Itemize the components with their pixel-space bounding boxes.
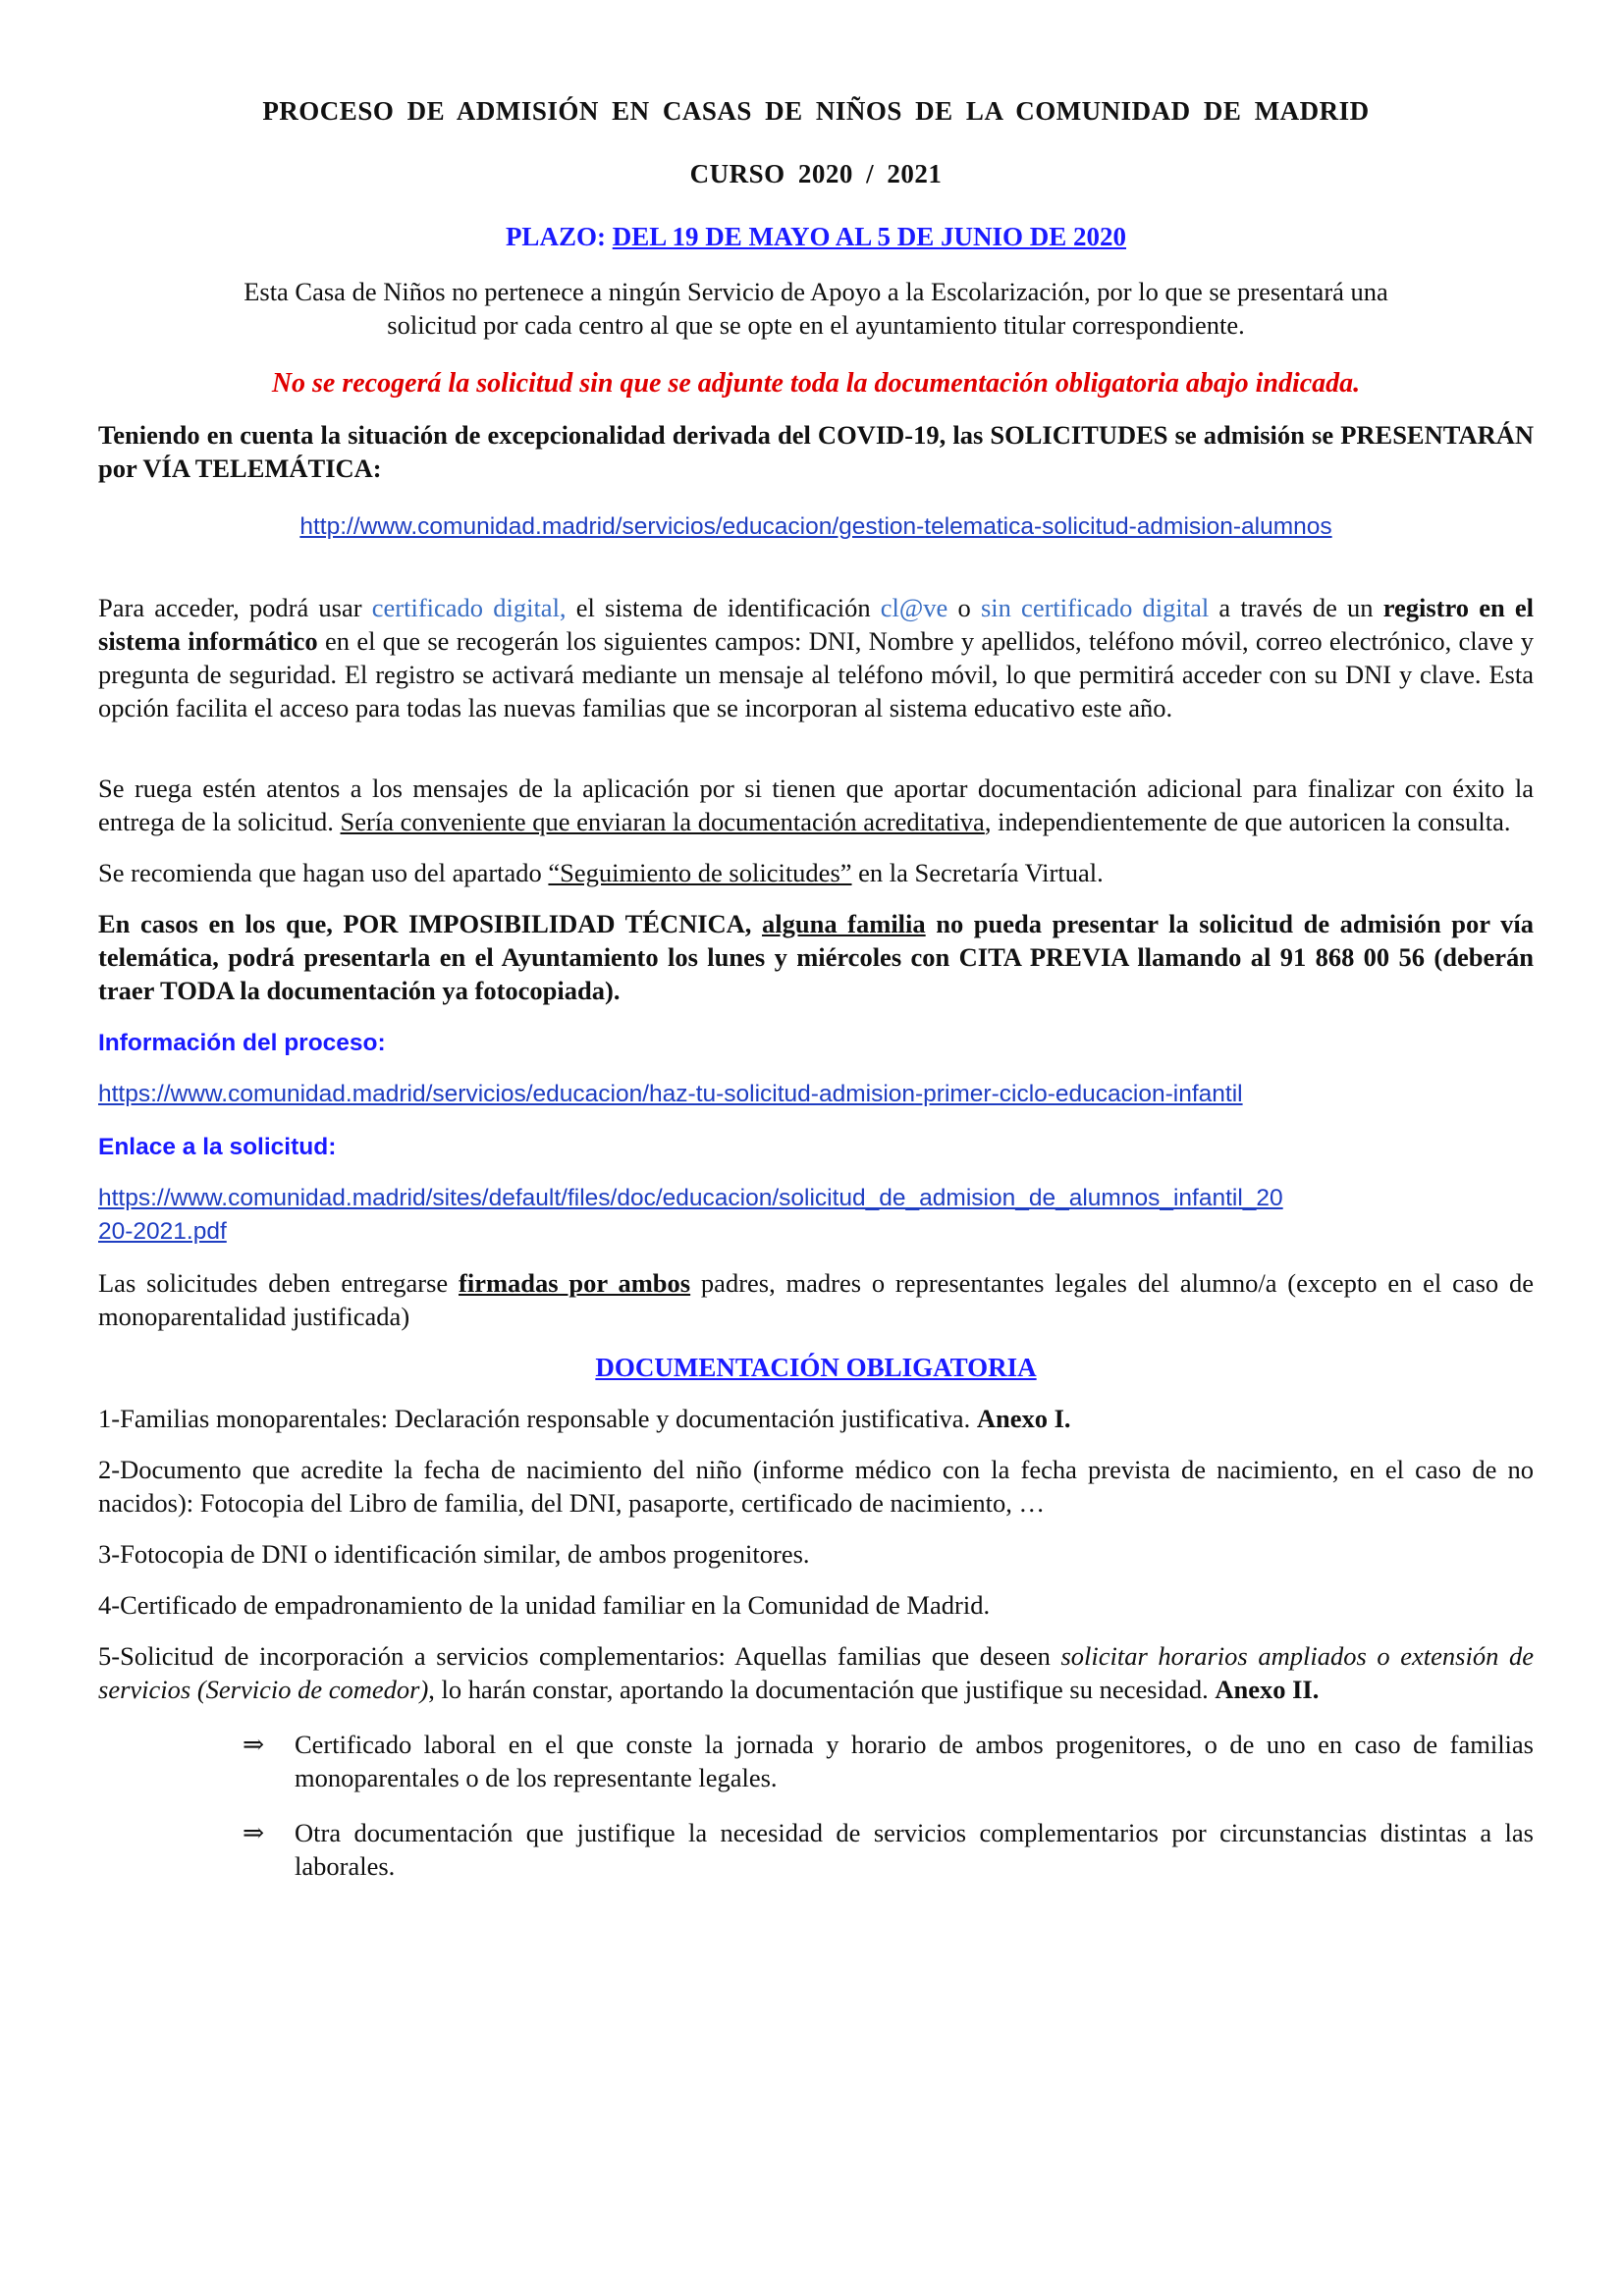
telematica-link-paragraph bbox=[98, 510, 1534, 544]
info-proceso-label: Información del proceso: bbox=[98, 1030, 386, 1056]
seguimiento-text-2: en la Secretaría Virtual. bbox=[851, 858, 1104, 887]
doc-item-5-text-1: 5-Solicitud de incorporación a servicios complementarios: Aquellas familias que deseen bbox=[98, 1641, 1061, 1671]
doc-item-2: 2-Documento que acredite la fecha de nacimiento del niño (informe médico con la fecha prevista de nacimiento, en el caso de no nacidos): Fotocopia del Libro de familia, del DNI, pasaporte, certificado de nacimiento, … bbox=[98, 1455, 1534, 1518]
sin-certificado-text: sin certificado digital bbox=[980, 593, 1210, 622]
title-line-1: PROCESO DE ADMISIÓN EN CASAS DE NIÑOS DE LA COMUNIDAD DE MADRID bbox=[262, 96, 1370, 126]
certificado-digital-text: certificado digital, bbox=[371, 593, 567, 622]
doc-item-5-italic: solicitar horarios ampliados o extensión de servicios (Servicio de comedor) bbox=[98, 1641, 1534, 1704]
ruega-underlined: Sería conveniente que enviaran la documentación acreditativa bbox=[340, 807, 985, 836]
firmadas-text-2: padres, madres o representantes legales del alumno/a (excepto en el caso de monoparentalidad justificada) bbox=[98, 1268, 1535, 1331]
imposibilidad-text-2: no pueda presentar la solicitud de admisión por vía telemática, podrá presentarla en el Ayuntamiento los lunes y miércoles con CITA PREVIA llamando al 91 868 00 56 (deberán traer TODA la documentación ya fotocopiada). bbox=[98, 909, 1535, 1005]
plazo-label: PLAZO: bbox=[505, 222, 613, 251]
acceso-paragraph bbox=[98, 591, 1534, 724]
seguimiento-text-1: Se recomienda que hagan uso del apartado bbox=[98, 858, 549, 887]
registro-text: registro en el sistema informático bbox=[98, 593, 1535, 656]
doc-sub-item-2 bbox=[98, 1816, 1534, 1883]
acceso-text-2: el sistema de identificación bbox=[566, 593, 881, 622]
doc-item-5-anexo: Anexo II. bbox=[1215, 1675, 1320, 1704]
title-line-2: CURSO 2020 / 2021 bbox=[689, 159, 943, 188]
doc-item-1-anexo: Anexo I. bbox=[976, 1404, 1071, 1433]
doc-item-1 bbox=[98, 1402, 1534, 1435]
intro-line-1: Esta Casa de Niños no pertenece a ningún Servicio de Apoyo a la Escolarización, por lo que se presentará una bbox=[243, 277, 1388, 306]
doc-item-3: 3-Fotocopia de DNI o identificación similar, de ambos progenitores. bbox=[98, 1539, 810, 1569]
ruega-text-1: Se ruega estén atentos a los mensajes de la aplicación por si tienen que aportar documentación adicional para finalizar con éxito la entrega de la solicitud. bbox=[98, 774, 1534, 836]
acceso-text-1: Para acceder, podrá usar bbox=[98, 593, 372, 622]
acceso-text-5: en el que se recogerán los siguientes campos: DNI, Nombre y apellidos, teléfono móvil, correo electrónico, clave y pregunta de seguridad. El registro se activará mediante un mensaje al teléfono móvil, lo que permitirá acceder con su DNI y clave. Esta opción facilita el acceso para todas las nuevas familias que se incorporan al sistema educativo este año. bbox=[98, 626, 1534, 722]
warning-text: No se recogerá la solicitud sin que se adjunte toda la documentación obligatoria abajo indicada. bbox=[271, 368, 1361, 399]
doc-sub-item-1 bbox=[98, 1728, 1534, 1794]
doc-sub-list bbox=[98, 1728, 1534, 1883]
info-proceso-link-paragraph bbox=[98, 1078, 1534, 1111]
enlace-solicitud-link-line-1[interactable]: https://www.comunidad.madrid/sites/default/files/doc/educacion/solicitud_de_admision_de_alumnos_infantil_20 bbox=[98, 1185, 1283, 1211]
arrow-right-icon: ⇒ bbox=[243, 1730, 265, 1759]
arrow-right-icon: ⇒ bbox=[243, 1818, 265, 1847]
doc-sub-item-2-text: Otra documentación que justifique la necesidad de servicios complementarios por circunstancias distintas a las laborales. bbox=[295, 1818, 1534, 1881]
documentacion-heading: DOCUMENTACIÓN OBLIGATORIA bbox=[595, 1353, 1037, 1382]
intro-line-2: solicitud por cada centro al que se opte en el ayuntamiento titular correspondiente. bbox=[387, 310, 1245, 340]
imposibilidad-underlined: alguna familia bbox=[762, 909, 926, 938]
info-proceso-link[interactable]: https://www.comunidad.madrid/servicios/educacion/haz-tu-solicitud-admision-primer-ciclo-educacion-infantil bbox=[98, 1081, 1243, 1107]
telematica-link[interactable]: http://www.comunidad.madrid/servicios/educacion/gestion-telematica-solicitud-admision-alumnos bbox=[299, 513, 1332, 540]
plazo-dates: DEL 19 DE MAYO AL 5 DE JUNIO DE 2020 bbox=[612, 222, 1127, 251]
doc-item-5 bbox=[98, 1639, 1534, 1706]
imposibilidad-paragraph bbox=[98, 907, 1534, 1007]
doc-item-4: 4-Certificado de empadronamiento de la unidad familiar en la Comunidad de Madrid. bbox=[98, 1590, 991, 1620]
firmadas-paragraph bbox=[98, 1266, 1534, 1333]
document-page bbox=[98, 94, 1534, 1883]
firmadas-bold: firmadas por ambos bbox=[459, 1268, 691, 1298]
enlace-solicitud-link-paragraph bbox=[98, 1182, 1534, 1249]
enlace-solicitud-label: Enlace a la solicitud: bbox=[98, 1134, 337, 1160]
ruega-text-2: , independientemente de que autoricen la consulta. bbox=[984, 807, 1511, 836]
doc-item-1-text: 1-Familias monoparentales: Declaración responsable y documentación justificativa. bbox=[98, 1404, 977, 1433]
enlace-solicitud-link-line-2[interactable]: 20-2021.pdf bbox=[98, 1218, 227, 1245]
clave-text: cl@ve bbox=[880, 593, 948, 622]
acceso-text-3: o bbox=[947, 593, 981, 622]
seguimiento-link: “Seguimiento de solicitudes” bbox=[548, 858, 852, 887]
plazo-line bbox=[98, 220, 1534, 253]
ruega-paragraph bbox=[98, 772, 1534, 838]
firmadas-text-1: Las solicitudes deben entregarse bbox=[98, 1268, 460, 1298]
imposibilidad-text-1: En casos en los que, POR IMPOSIBILIDAD TÉCNICA, bbox=[98, 909, 763, 938]
acceso-text-4: a través de un bbox=[1209, 593, 1383, 622]
doc-sub-item-1-text: Certificado laboral en el que conste la jornada y horario de ambos progenitores, o de uno en caso de familias monoparentales o de los representante legales. bbox=[295, 1730, 1534, 1792]
seguimiento-paragraph bbox=[98, 856, 1534, 889]
doc-item-5-text-2: , lo harán constar, aportando la documentación que justifique su necesidad. bbox=[428, 1675, 1216, 1704]
telematica-text: Teniendo en cuenta la situación de excepcionalidad derivada del COVID-19, las SOLICITUDES se admisión se PRESENTARÁN por VÍA TELEMÁTICA: bbox=[98, 420, 1534, 483]
